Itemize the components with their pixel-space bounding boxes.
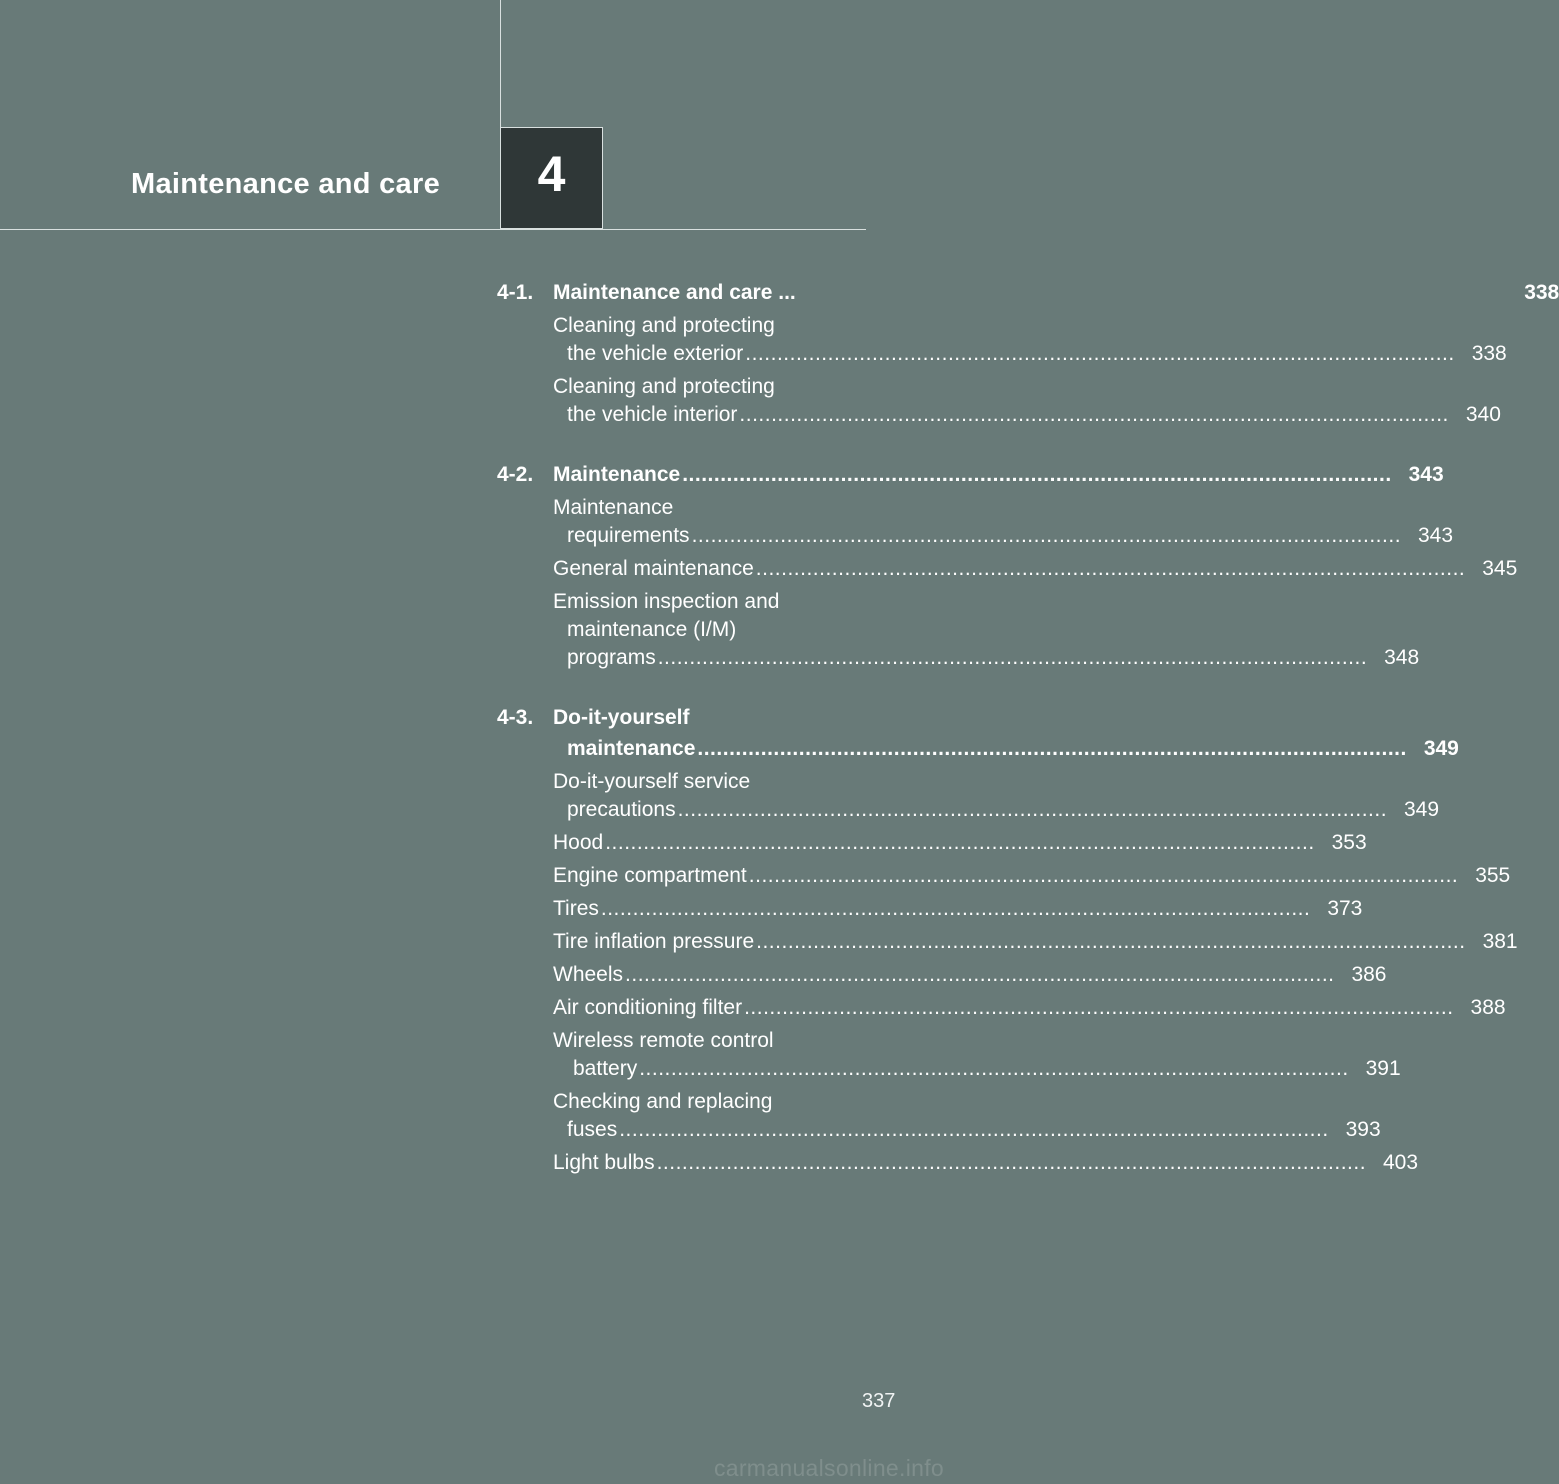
toc-leader-line xyxy=(553,829,1367,857)
dot-leader xyxy=(695,733,1408,764)
toc-leader-line xyxy=(553,1055,1401,1083)
table-of-contents xyxy=(497,277,1559,1207)
toc-section-title xyxy=(553,459,1444,490)
toc-entry[interactable] xyxy=(553,1088,1381,1144)
dot-leader xyxy=(617,1116,1330,1144)
toc-leader-line xyxy=(553,459,1444,490)
toc-entry-text: precautions xyxy=(567,798,676,821)
toc-page-number[interactable]: 338 xyxy=(1524,281,1559,304)
page-number: 337 xyxy=(862,1390,896,1412)
toc-entry[interactable] xyxy=(553,862,1511,890)
dot-leader xyxy=(742,994,1455,1022)
toc-entry-line: Do-it-yourself service xyxy=(553,770,751,793)
toc-entry[interactable] xyxy=(553,768,1440,824)
toc-entry[interactable] xyxy=(553,928,1518,956)
toc-entry[interactable] xyxy=(553,895,1363,923)
toc-page-number[interactable]: 403 xyxy=(1383,1151,1419,1174)
toc-leader-line xyxy=(553,733,1459,764)
toc-section-number: 4-3. xyxy=(497,706,534,729)
toc-entry-text: Maintenance and care ... xyxy=(553,281,796,304)
toc-entry[interactable] xyxy=(553,312,1507,368)
toc-section xyxy=(497,459,1518,672)
toc-entry-text: fuses xyxy=(567,1118,618,1141)
toc-entry-line: Checking and replacing xyxy=(553,1090,773,1113)
header-vertical-rule xyxy=(500,0,501,128)
toc-leader-line xyxy=(553,401,1501,429)
toc-entry-line: maintenance (I/M) xyxy=(567,618,737,641)
dot-leader xyxy=(623,961,1336,989)
dot-leader xyxy=(599,895,1312,923)
chapter-title: Maintenance and care xyxy=(131,168,440,200)
chapter-number-badge xyxy=(500,127,603,229)
toc-leader-line xyxy=(553,1116,1381,1144)
toc-page-number[interactable]: 373 xyxy=(1327,897,1363,920)
toc-leader-line xyxy=(553,961,1387,989)
toc-section-heading[interactable] xyxy=(497,459,1444,490)
toc-entry-text: Tire inflation pressure xyxy=(553,930,755,953)
toc-entry[interactable] xyxy=(553,1027,1401,1083)
dot-leader xyxy=(680,459,1393,490)
toc-leader-line xyxy=(553,895,1363,923)
toc-section xyxy=(497,702,1518,1177)
dot-leader xyxy=(754,928,1467,956)
toc-entries xyxy=(497,494,1518,672)
toc-page-number[interactable]: 349 xyxy=(1423,737,1459,760)
toc-entry[interactable] xyxy=(553,961,1387,989)
toc-leader-line xyxy=(553,522,1454,550)
toc-leader-line xyxy=(553,555,1518,583)
toc-leader-line xyxy=(553,796,1440,824)
toc-section-title-line: Do-it-yourself xyxy=(553,706,690,729)
toc-entry-line: Maintenance xyxy=(553,496,674,519)
toc-leader-line xyxy=(553,277,1559,308)
toc-entry[interactable] xyxy=(553,373,1501,429)
toc-entries xyxy=(497,312,1507,429)
toc-entry[interactable] xyxy=(553,494,1454,550)
toc-section-number: 4-2. xyxy=(497,463,534,486)
toc-entry-text: requirements xyxy=(567,524,690,547)
toc-entry-text: battery xyxy=(573,1057,638,1080)
toc-section xyxy=(497,277,1559,429)
toc-page-number[interactable]: 391 xyxy=(1365,1057,1401,1080)
toc-page-number[interactable]: 345 xyxy=(1482,557,1518,580)
toc-page-number[interactable]: 393 xyxy=(1345,1118,1381,1141)
toc-page-number[interactable]: 388 xyxy=(1470,996,1506,1019)
toc-entry-text: Wheels xyxy=(553,963,624,986)
toc-page-number[interactable]: 386 xyxy=(1351,963,1387,986)
toc-entry-line: Cleaning and protecting xyxy=(553,314,775,337)
toc-entry-text: Hood xyxy=(553,831,604,854)
toc-entry-text: General maintenance xyxy=(553,557,754,580)
toc-page-number[interactable]: 381 xyxy=(1482,930,1518,953)
toc-page-number[interactable]: 338 xyxy=(1471,342,1507,365)
toc-leader-line xyxy=(553,1149,1419,1177)
dot-leader xyxy=(747,862,1460,890)
toc-entry-text: Engine compartment xyxy=(553,864,747,887)
toc-page-number[interactable]: 340 xyxy=(1465,403,1501,426)
dot-leader xyxy=(743,340,1456,368)
toc-page-number[interactable]: 353 xyxy=(1331,831,1367,854)
dot-leader xyxy=(754,555,1467,583)
toc-entry-line: Wireless remote control xyxy=(553,1029,774,1052)
toc-entry-text: Maintenance xyxy=(553,463,681,486)
toc-section-heading[interactable] xyxy=(497,277,1559,308)
toc-entry[interactable] xyxy=(553,829,1367,857)
toc-page-number[interactable]: 349 xyxy=(1404,798,1440,821)
toc-leader-line xyxy=(553,340,1507,368)
toc-entry-text: Light bulbs xyxy=(553,1151,655,1174)
toc-leader-line xyxy=(553,862,1511,890)
toc-entry[interactable] xyxy=(553,588,1420,672)
toc-entry-text: maintenance xyxy=(567,737,696,760)
toc-section-heading[interactable] xyxy=(497,702,1459,764)
toc-leader-line xyxy=(553,644,1420,672)
toc-page-number[interactable]: 343 xyxy=(1417,524,1454,547)
dot-leader xyxy=(690,522,1403,550)
dot-leader xyxy=(655,1149,1368,1177)
dot-leader xyxy=(637,1055,1350,1083)
toc-entry-line: Emission inspection and xyxy=(553,590,780,613)
toc-page-number[interactable]: 343 xyxy=(1408,463,1444,486)
toc-section-number: 4-1. xyxy=(497,281,534,304)
toc-page-number[interactable]: 348 xyxy=(1384,646,1420,669)
dot-leader xyxy=(603,829,1316,857)
toc-entry-line: Cleaning and protecting xyxy=(553,375,775,398)
dot-leader xyxy=(656,644,1369,672)
toc-entry[interactable] xyxy=(553,994,1506,1022)
chapter-number: 4 xyxy=(537,146,566,202)
dot-leader xyxy=(737,401,1450,429)
toc-page-number[interactable]: 355 xyxy=(1475,864,1511,887)
toc-entry-text: the vehicle interior xyxy=(567,403,738,426)
toc-section-title xyxy=(553,702,1459,764)
dot-leader xyxy=(676,796,1389,824)
toc-leader-line xyxy=(553,994,1506,1022)
toc-entry-text: Air conditioning filter xyxy=(553,996,743,1019)
watermark: carmanualsonline.info xyxy=(713,1455,944,1481)
toc-entries xyxy=(497,768,1518,1177)
toc-entry-text: Tires xyxy=(553,897,599,920)
toc-entry[interactable] xyxy=(553,1149,1419,1177)
toc-entry-text: the vehicle exterior xyxy=(567,342,744,365)
toc-entry[interactable] xyxy=(553,555,1518,583)
toc-section-title xyxy=(553,277,1559,308)
toc-entry-text: programs xyxy=(567,646,656,669)
toc-leader-line xyxy=(553,928,1518,956)
header-horizontal-rule xyxy=(0,229,866,230)
